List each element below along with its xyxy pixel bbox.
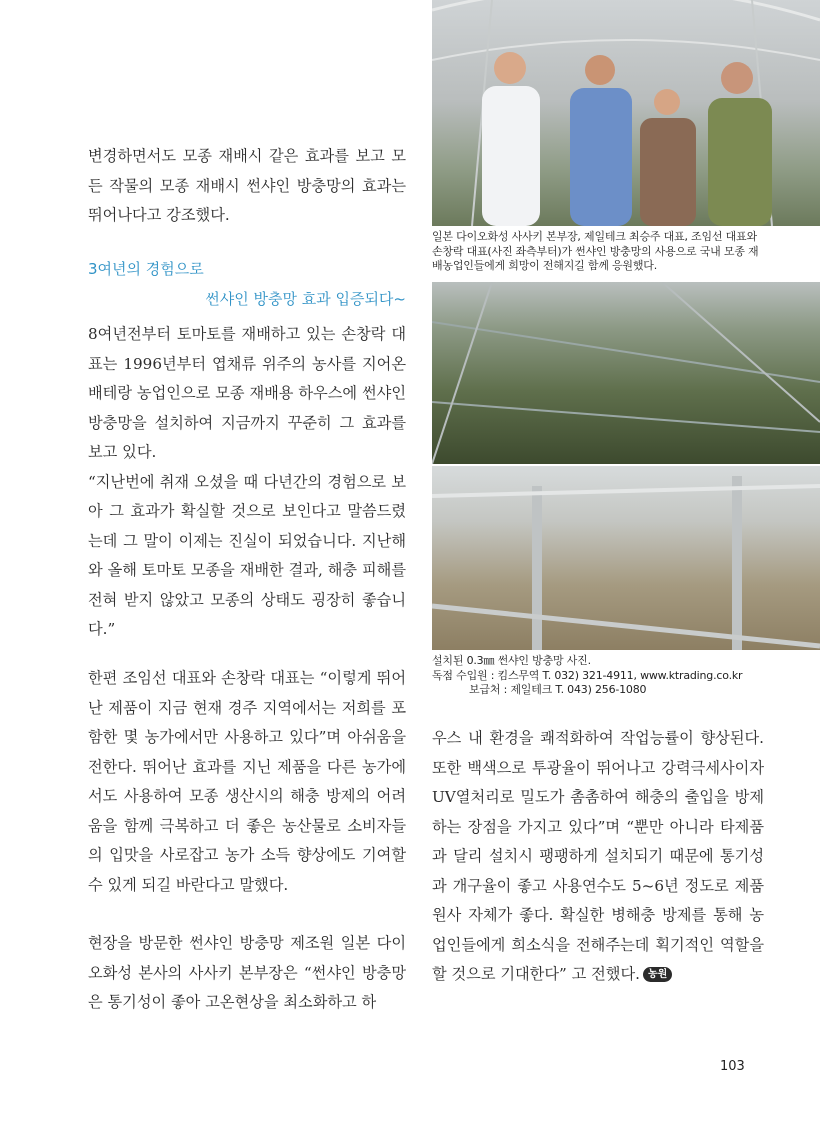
caption-bottom-line1: 설치된 0.3㎜ 썬샤인 방충망 사진.	[432, 654, 591, 667]
photo-seedling-greenhouse	[432, 282, 820, 464]
caption-bottom	[432, 654, 762, 698]
end-badge: 농원	[643, 967, 672, 982]
paragraph-block-3	[88, 929, 406, 1018]
intro-paragraph	[88, 142, 406, 231]
paragraph-2: 한편 조임선 대표와 손창락 대표는 “이렇게 뛰어난 제품이 지금 현재 경주 지역에서는 저희를 포함한 몇 농가에서만 사용하고 있다”며 아쉬움을 전한다. 뛰어난 효과를 지닌 제품을 다른 농가에서도 사용하여 모종 생산시의 해충 방제의 어려움을 함께 극복하고 더 좋은 농산물로 소비자들의 입맛을 사로잡고 농가 소득 향상에도 기여할 수 있게 되길 바란다고 말했다.	[88, 669, 406, 894]
paragraph-3: 현장을 방문한 썬샤인 방충망 제조원 일본 다이오화성 본사의 사사키 본부장은 “썬샤인 방충망은 통기성이 좋아 고온현상을 최소화하고 하	[88, 934, 406, 1011]
right-column-text-block	[432, 724, 764, 990]
caption-bottom-line3: 보급처 : 제일테크 T. 043) 256-1080	[469, 683, 647, 696]
photo-seedlings-image	[432, 282, 820, 464]
photo-net-frame-image	[432, 466, 820, 650]
quote-1: “지난번에 취재 오셨을 때 다년간의 경험으로 보아 그 효과가 확실할 것으로 보인다고 말씀드렸는데 그 말이 이제는 진실이 되었습니다. 지난해와 올해 토마토 모종을 재배한 결과, 해충 피해를 전혀 받지 않았고 모종의 상태도 굉장히 좋습니다.”	[88, 472, 406, 638]
intro-text: 변경하면서도 모종 재배시 같은 효과를 보고 모든 작물의 모종 재배시 썬샤인 방충망의 효과는 뛰어나다고 강조했다.	[88, 147, 406, 224]
right-column-paragraph	[432, 724, 764, 990]
caption-bottom-line2: 독점 수입원 : 킴스무역 T. 032) 321-4911, www.ktrading.co.kr	[432, 668, 743, 682]
paragraph-block-1	[88, 320, 406, 645]
photo-four-people	[432, 0, 820, 226]
right-column-text: 우스 내 환경을 쾌적화하여 작업능률이 향상된다. 또한 백색으로 투광율이 뛰어나고 강력극세사이자 UV열처리로 밀도가 촘촘하여 해충의 출입을 방제하는 장점을 가지고 있다”며 “뿐만 아니라 타제품과 달리 설치시 팽팽하게 설치되기 때문에 통기성과 개구율이 좋고 사용연수도 5~6년 정도로 제품 원사 자체가 좋다. 확실한 병해충 방제를 통해 농업인들에게 희소식을 전해주는데 획기적인 역할을 할 것으로 기대한다” 고 전했다.	[432, 729, 764, 983]
subheading-line1: 3여년의 경험으로	[88, 260, 204, 278]
paragraph-1: 8여년전부터 토마토를 재배하고 있는 손창락 대표는 1996년부터 엽채류 위주의 농사를 지어온 배테랑 농업인으로 모종 재배용 하우스에 썬샤인 방충망을 설치하여 지금까지 꾸준히 그 효과를 보고 있다.	[88, 325, 406, 461]
page-number: 103	[720, 1059, 745, 1074]
photo-installed-net	[432, 466, 820, 650]
caption-top: 일본 다이오화성 사사키 본부장, 제일테크 최승주 대표, 조임선 대표와 손창락 대표(사진 좌측부터)가 썬샤인 방충망의 사용으로 국내 모종 재배농업인들에게 희망이 전해지길 함께 응원했다.	[432, 230, 759, 272]
subheading-line2: 썬샤인 방충망 효과 입증되다~	[205, 290, 406, 308]
paragraph-block-2	[88, 664, 406, 900]
photo-greenhouse-people-image	[432, 0, 820, 226]
